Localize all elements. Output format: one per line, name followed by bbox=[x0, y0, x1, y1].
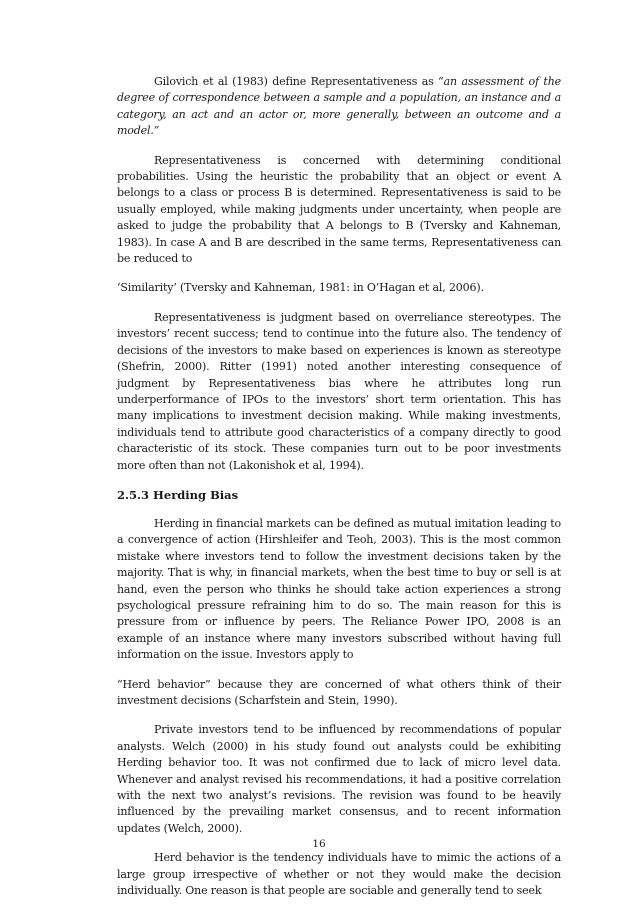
section-heading-herding-bias: 2.5.3 Herding Bias bbox=[117, 487, 239, 502]
page-body bbox=[117, 74, 561, 912]
page-number: 16 bbox=[312, 838, 326, 850]
paragraph-herd-behavior-quote: “Herd behavior” because they are concerned of what others think of their investment decisions (Scharfstein and Stein, 1990). bbox=[117, 677, 561, 707]
paragraph-herd-behavior-tendency: Herd behavior is the tendency individuals have to mimic the actions of a large group irrespective of whether or not they would make the decision individually. One reason is that people are sociable and generally tend to seek bbox=[117, 851, 561, 898]
paragraph-stereotypes: Representativeness is judgment based on overreliance stereotypes. The investors’ recent success; tend to continue into the future also. The tendency of decisions of the investors to make based on experiences is known as stereotype (Shefrin, 2000). Ritter (1991) noted another interesting consequence of judgment by Representativeness bias where he attributes long run underperformance of IPOs to the investors’ short term orientation. This has many implications to investment decision making. While making investments, individuals tend to attribute good characteristics of a company directly to good characteristic of its stock. These companies turn out to be poor investments more often than not (Lakonishok et al, 1994). bbox=[117, 310, 561, 472]
paragraph-similarity: ‘Similarity’ (Tversky and Kahneman, 1981: in O’Hagan et al, 2006). bbox=[117, 281, 484, 295]
paragraph-analysts: Private investors tend to be influenced by recommendations of popular analysts. Welch (2000) in his study found out analysts could be exhibiting Herding behavior too. It was not confirmed due to lack of micro level data. Whenever and analyst revised his recommendations, it had a positive correlation with the next two analyst’s revisions. The revision was found to be heavily influenced by the prevailing market consensus, and to recent information updates (Welch, 2000). bbox=[117, 723, 561, 835]
paragraph-herding-definition: Herding in financial markets can be defined as mutual imitation leading to a convergence of action (Hirshleifer and Teoh, 2003). This is the most common mistake where investors tend to follow the investment decisions taken by the majority. That is why, in financial markets, when the best time to buy or sell is at hand, even the person who thinks he should take action experiences a strong psychological pressure refraining him to do so. The main reason for this is pressure from or influence by peers. The Reliance Power IPO, 2008 is an example of an instance where many investors subscribed without having full information on the issue. Investors apply to bbox=[117, 516, 561, 662]
paragraph-conditional-probabilities: Representativeness is concerned with determining conditional probabilities. Using the heuristic the probability that an object or event A belongs to a class or process B is determined. Representativeness is said to be usually employed, while making judgments under uncertainty, when people are asked to judge the probability that A belongs to B (Tversky and Kahneman, 1983). In case A and B are described in the same terms, Representativeness can be reduced to bbox=[117, 153, 561, 266]
paragraph-text: Gilovich et al (1983) define Representativeness as bbox=[154, 75, 439, 88]
definition-quote: “an assessment of the degree of correspondence between a sample and a population, an instance and a category, an act and an actor or, more generally, between an outcome and a model.” bbox=[117, 75, 561, 138]
paragraph-gilovich-definition bbox=[117, 74, 561, 140]
